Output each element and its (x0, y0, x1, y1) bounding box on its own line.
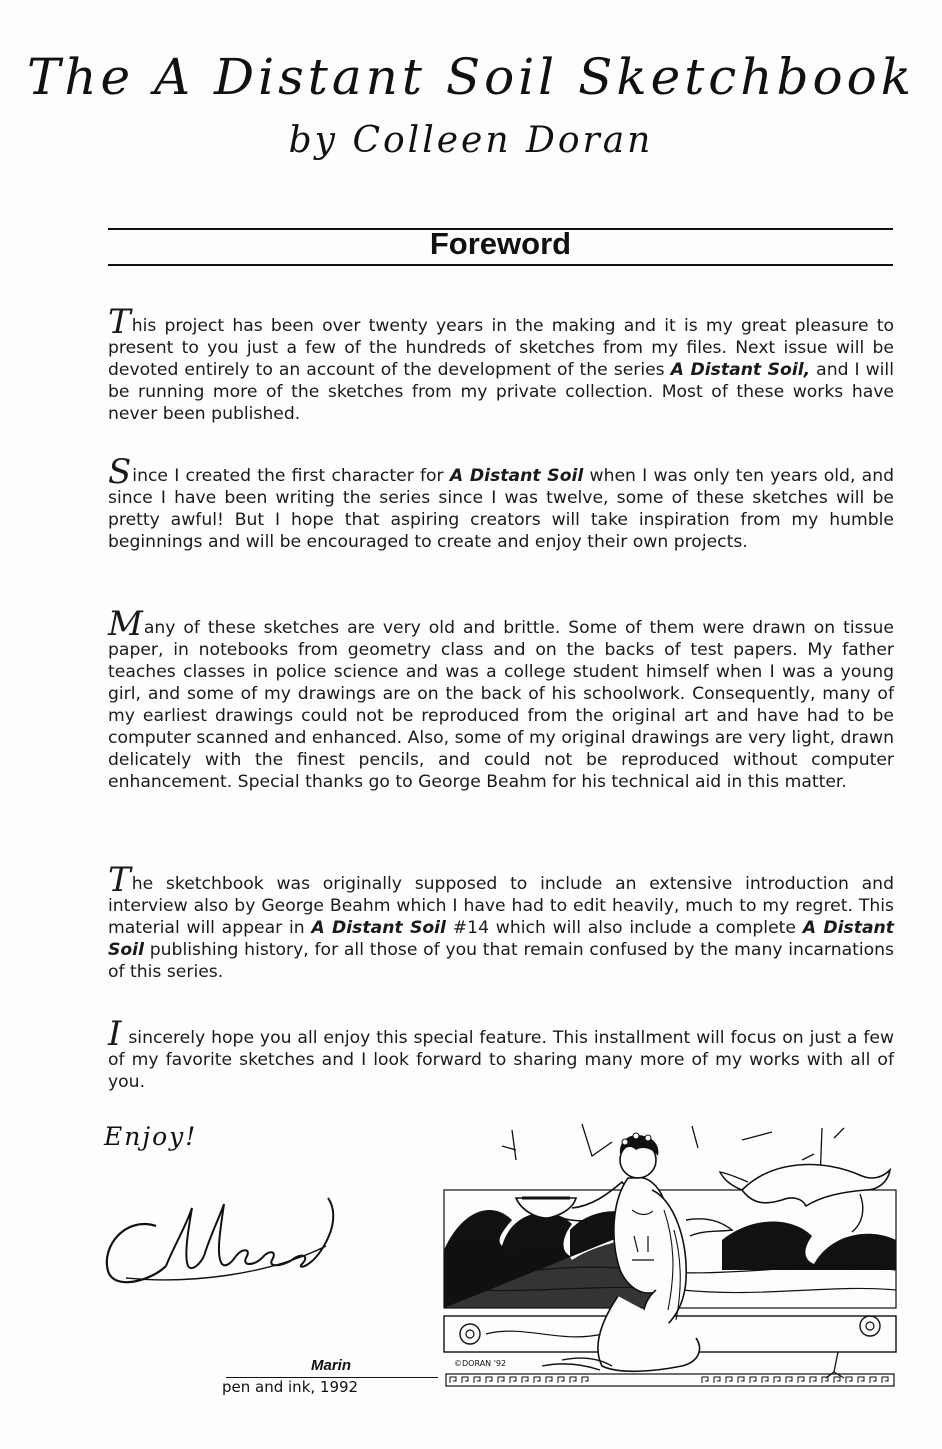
paragraph-text: and I will be running more of the sketches from my private collection. Most of these works have never been published. (108, 360, 894, 424)
paragraph-text: his project has been over twenty years in the making and it is my great pleasure to present to you just a few of the hundreds of sketches from my files. Next issue will be devoted entirely to an account of the development of the series (108, 316, 894, 380)
caption-title: Marin (310, 1357, 351, 1374)
marin-illustration (442, 1120, 898, 1390)
paragraph (108, 452, 894, 553)
section-heading: Foreword (429, 226, 572, 261)
drop-cap-letter: T (108, 860, 131, 900)
paragraph (108, 860, 895, 983)
paragraph-text: publishing history, for all those of you that remain confused by the many incarnations of this series. (108, 940, 894, 982)
series-title: A Distant Soil, (670, 360, 811, 380)
drop-cap-letter: M (108, 604, 143, 644)
paragraph (108, 604, 894, 793)
drop-cap-letter: T (108, 302, 131, 342)
author-byline: by Colleen Doran (288, 120, 654, 161)
paragraph-text: ince I created the first character for (132, 466, 450, 486)
paragraph (108, 302, 894, 425)
drop-cap-letter: S (108, 452, 132, 492)
series-title: A Distant Soil (311, 918, 446, 938)
paragraph-text: he sketchbook was originally supposed to include an extensive introduction and interview also by George Beahm which I have had to edit heavily, much to my regret. This material will appear in (108, 874, 894, 938)
closing-enjoy: Enjoy! (104, 1122, 198, 1151)
paragraph (108, 1014, 894, 1093)
drop-cap-letter: I (108, 1014, 122, 1054)
paragraph-text: any of these sketches are very old and brittle. Some of them were drawn on tissue paper, in notebooks from geometry class and on the backs of test papers. My father teaches classes in police science and was a college student himself when I was a young girl, and some of my drawings are on the back of his schoolwork. Consequently, many of my earliest drawings could not be reproduced from the original art and have had to be computer scanned and enhanced. Also, some of my original drawings are very light, drawn delicately with the finest pencils, and could not be reproduced without computer enhancement. Special thanks go to George Beahm for his technical aid in this matter. (108, 618, 894, 792)
paragraph-text: #14 which will also include a complete (445, 918, 803, 938)
artist-mark: ©DORAN '92 (454, 1359, 507, 1368)
page-title: The A Distant Soil Sketchbook (26, 48, 916, 106)
heading-rule-bottom (108, 264, 893, 266)
series-title: A Distant Soil (449, 466, 584, 486)
series-title: A Distant Soil (108, 918, 895, 960)
signature-image (96, 1186, 346, 1296)
caption-medium: pen and ink, 1992 (222, 1378, 359, 1396)
paragraph-text: sincerely hope you all enjoy this special feature. This installment will focus on just a few of my favorite sketches and I look forward to sharing many more of my works with all of you. (108, 1028, 894, 1092)
paragraph-text: when I was only ten years old, and since I have been writing the series since I was twelve, some of these sketches will be pretty awful! But I hope that aspiring creators will take inspiration from my humble beginnings and will be encouraged to create and enjoy their own projects. (108, 466, 894, 552)
